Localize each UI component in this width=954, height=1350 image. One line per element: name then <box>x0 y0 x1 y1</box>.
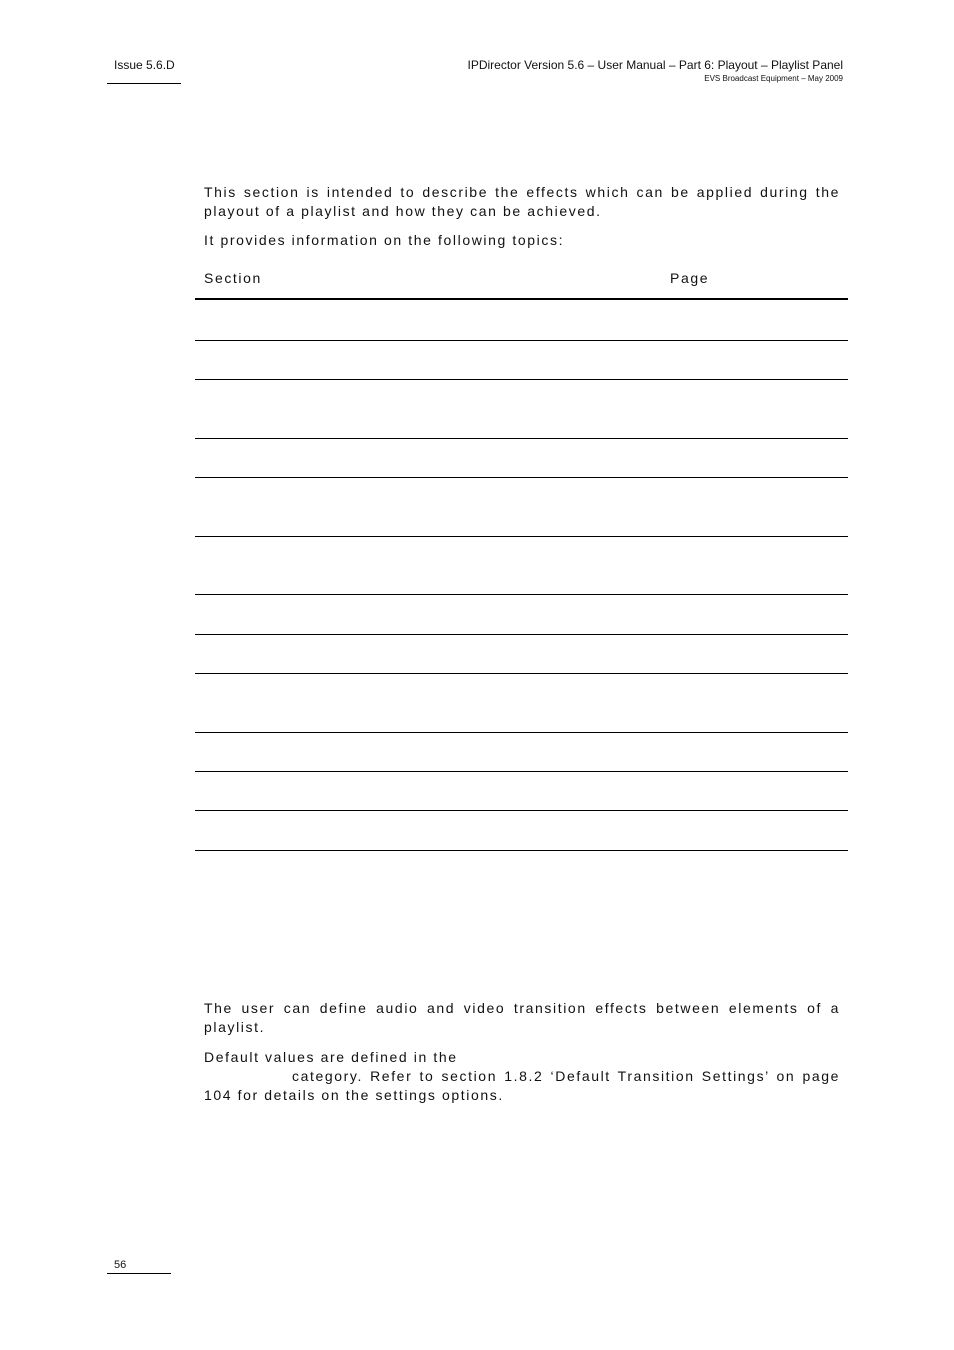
table-row-rule <box>195 340 848 341</box>
transitions-paragraph: The user can define audio and video transition effects between elements of a playlist. <box>204 1000 840 1035</box>
issue-label: Issue 5.6.D <box>114 58 175 72</box>
default-values-paragraph <box>204 1048 840 1105</box>
table-row-rule <box>195 536 848 537</box>
table-header-page: Page <box>670 270 710 286</box>
table-row-rule <box>195 673 848 674</box>
table-row-rule <box>195 810 848 811</box>
table-row-rule <box>195 732 848 733</box>
page-number: 56 <box>114 1259 127 1271</box>
table-row-rule <box>195 379 848 380</box>
table-bottom-rule <box>195 850 848 851</box>
document-subtitle: EVS Broadcast Equipment – May 2009 <box>704 74 843 83</box>
footer-rule <box>107 1273 171 1274</box>
document-title: IPDirector Version 5.6 – User Manual – Part 6: Playout – Playlist Panel <box>467 58 843 72</box>
intro-paragraph: This section is intended to describe the effects which can be applied during the playout of a playlist and how they can be achieved. <box>204 184 840 219</box>
table-row-rule <box>195 594 848 595</box>
table-row-rule <box>195 771 848 772</box>
table-header-section: Section <box>204 270 262 286</box>
table-row-rule <box>195 438 848 439</box>
table-row-rule <box>195 477 848 478</box>
table-header-rule <box>195 298 848 300</box>
topics-intro: It provides information on the following topics: <box>204 232 565 248</box>
table-row-rule <box>195 634 848 635</box>
default-values-line1: Default values are defined in the <box>204 1049 458 1065</box>
header-rule <box>107 83 181 84</box>
default-values-rest: category. Refer to section 1.8.2 ‘Default Transition Settings’ on page 104 for details on the settings options. <box>204 1068 840 1103</box>
